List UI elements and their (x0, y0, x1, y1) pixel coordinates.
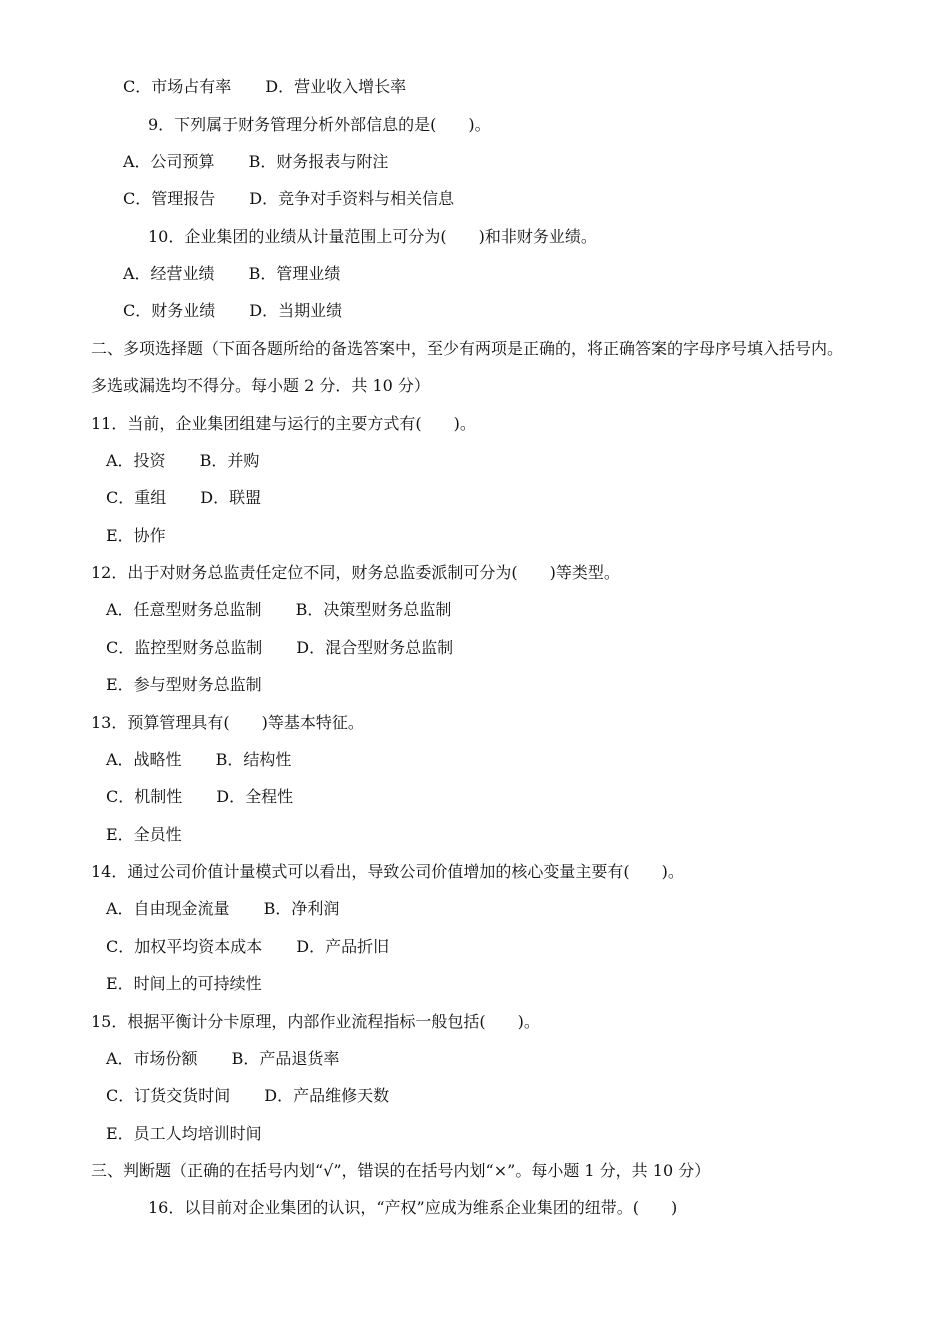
option-c: C．重组 (106, 488, 167, 507)
option-d: D．产品折旧 (296, 937, 390, 956)
option-d: D．竞争对手资料与相关信息 (249, 189, 455, 208)
option-e: E．协作 (106, 526, 166, 545)
option-e: E．参与型财务总监制 (106, 675, 262, 694)
option-line (123, 264, 340, 284)
option-line (123, 152, 388, 172)
option-c: C．机制性 (106, 787, 183, 806)
question-11: 11．当前，企业集团组建与运行的主要方式有( )。 (91, 414, 476, 433)
option-d: D．混合型财务总监制 (296, 638, 454, 657)
option-c: C．监控型财务总监制 (106, 638, 263, 657)
option-line (106, 937, 389, 957)
option-a: A．任意型财务总监制 (106, 600, 262, 619)
option-line (106, 451, 259, 471)
option-c: C．加权平均资本成本 (106, 937, 263, 956)
option-a: A．公司预算 (123, 152, 215, 171)
option-c: C．市场占有率 (123, 77, 232, 96)
option-line (106, 600, 451, 620)
option-line (123, 189, 454, 209)
option-line (123, 77, 406, 97)
option-c: C．订货交货时间 (106, 1086, 231, 1105)
option-line (123, 301, 342, 321)
question-15: 15．根据平衡计分卡原理，内部作业流程指标一般包括( )。 (91, 1012, 540, 1031)
option-line (106, 1086, 389, 1106)
option-c: C．财务业绩 (123, 301, 216, 320)
section-2-heading: 二、多项选择题（下面各题所给的备选答案中，至少有两项是正确的，将正确答案的字母序号填入括号内。 (91, 339, 844, 358)
option-a: A．市场份额 (106, 1049, 198, 1068)
option-a: A．自由现金流量 (106, 899, 230, 918)
question-10: 10．企业集团的业绩从计量范围上可分为( )和非财务业绩。 (148, 227, 597, 246)
option-b: B．管理业绩 (248, 264, 341, 283)
question-14: 14．通过公司价值计量模式可以看出，导致公司价值增加的核心变量主要有( )。 (91, 862, 684, 881)
question-13: 13．预算管理具有( )等基本特征。 (91, 713, 364, 732)
option-e: E．时间上的可持续性 (106, 974, 262, 993)
option-line (106, 750, 291, 770)
option-d: D．全程性 (216, 787, 294, 806)
option-line (106, 787, 293, 807)
option-e: E．员工人均培训时间 (106, 1124, 262, 1143)
option-d: D．营业收入增长率 (265, 77, 407, 96)
question-16: 16．以目前对企业集团的认识，“产权”应成为维系企业集团的纽带。( ) (148, 1198, 678, 1217)
option-b: B．净利润 (263, 899, 340, 918)
option-b: B．并购 (199, 451, 260, 470)
option-line (106, 1049, 339, 1069)
option-line (106, 899, 339, 919)
option-d: D．联盟 (200, 488, 262, 507)
option-b: B．决策型财务总监制 (295, 600, 452, 619)
question-9: 9．下列属于财务管理分析外部信息的是( )。 (148, 115, 491, 134)
option-a: A．战略性 (106, 750, 182, 769)
option-a: A．经营业绩 (123, 264, 215, 283)
option-c: C．管理报告 (123, 189, 216, 208)
section-2-heading-cont: 多选或漏选均不得分。每小题 2 分．共 10 分） (91, 376, 430, 395)
option-a: A．投资 (106, 451, 166, 470)
question-12: 12．出于对财务总监责任定位不同，财务总监委派制可分为( )等类型。 (91, 563, 620, 582)
option-e: E．全员性 (106, 825, 182, 844)
option-b: B．财务报表与附注 (248, 152, 389, 171)
option-d: D．产品维修天数 (264, 1086, 390, 1105)
option-d: D．当期业绩 (249, 301, 343, 320)
option-line (106, 488, 261, 508)
section-3-heading: 三、判断题（正确的在括号内划“√”，错误的在括号内划“×”。每小题 1 分，共 10 分） (91, 1161, 711, 1180)
option-b: B．产品退货率 (231, 1049, 340, 1068)
option-line (106, 638, 453, 658)
option-b: B．结构性 (215, 750, 292, 769)
